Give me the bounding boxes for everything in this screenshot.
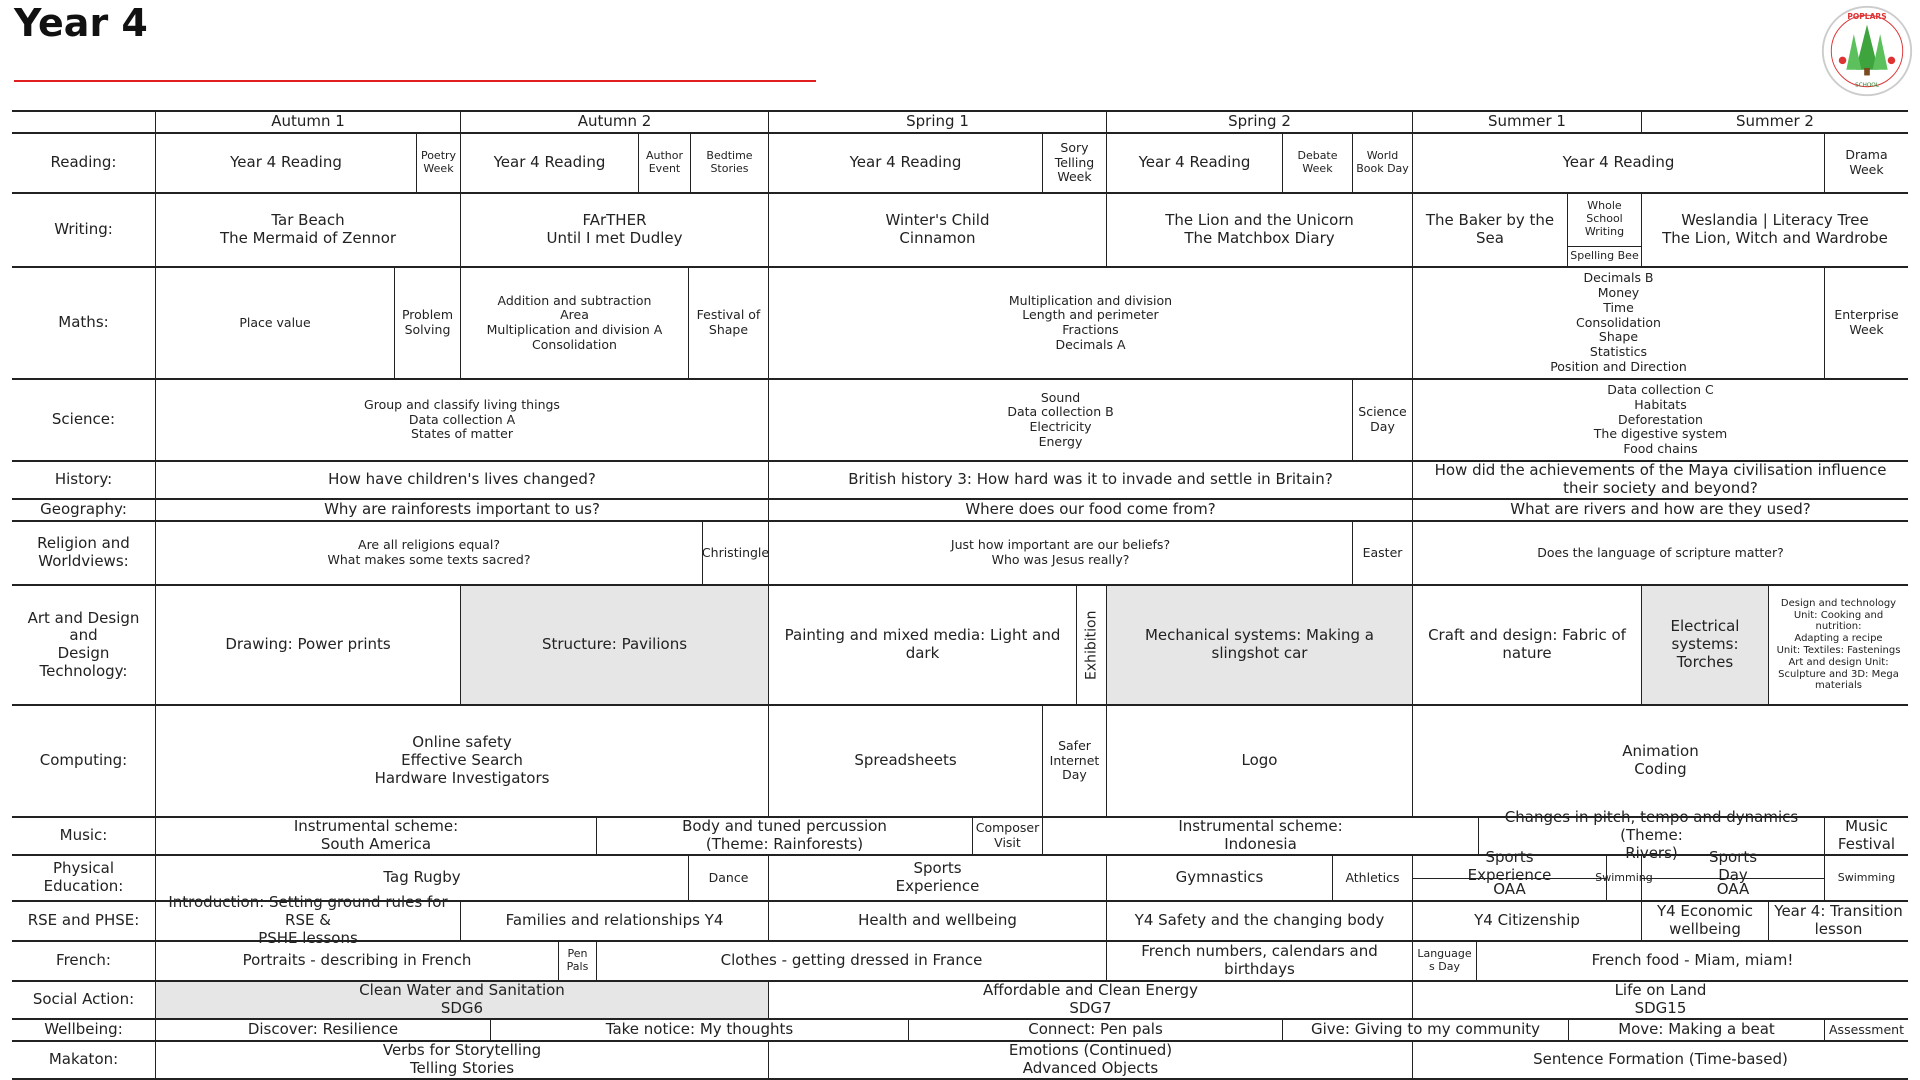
topic-cell: Language s Day [1412, 942, 1476, 980]
topic-cell: Year 4 Reading [1412, 134, 1824, 192]
subject-row [12, 586, 1908, 706]
topic-cell: How have children's lives changed? [155, 462, 768, 498]
page-title: Year 4 [14, 1, 148, 45]
corner-cell [12, 112, 155, 132]
topic-cell: Safer Internet Day [1042, 706, 1106, 816]
topic-cell: Body and tuned percussion (Theme: Rainforests) [596, 818, 972, 854]
topic-cell: Give: Giving to my community [1282, 1020, 1568, 1040]
subject-label: Writing: [54, 220, 113, 239]
topic-cell: OAA [1412, 878, 1606, 900]
topic-cell: Spelling Bee [1567, 246, 1641, 266]
topic-cell: Decimals B Money Time Consolidation Shape Statistics Position and Direction [1412, 268, 1824, 378]
topic-cell: Instrumental scheme: South America [155, 818, 596, 854]
topic-cell: Structure: Pavilions [460, 586, 768, 704]
subject-label: Science: [51, 410, 116, 429]
term-header-row [12, 110, 1908, 134]
topic-cell: Clothes - getting dressed in France [596, 942, 1106, 980]
topic-cell: Christingle [702, 522, 768, 584]
topic-cell: How did the achievements of the Maya civilisation influence their society and beyond? [1412, 462, 1908, 498]
title-underline [14, 80, 816, 82]
subject-row [12, 982, 1908, 1020]
topic-cell: Sentence Formation (Time-based) [1412, 1042, 1908, 1078]
topic-cell: Athletics [1332, 856, 1412, 900]
term-header: Autumn 2 [460, 112, 768, 132]
topic-cell: Design and technology Unit: Cooking and nutrition: Adapting a recipe Unit: Textiles: Fastenings Art and design Unit: Sculpture and 3D: Mega materials [1768, 586, 1908, 704]
subject-row [12, 268, 1908, 380]
topic-cell: Craft and design: Fabric of nature [1412, 586, 1641, 704]
topic-cell: Just how important are our beliefs? Who was Jesus really? [768, 522, 1352, 584]
subject-row [12, 522, 1908, 586]
term-header: Summer 1 [1412, 112, 1641, 132]
topic-cell: Clean Water and Sanitation SDG6 [155, 982, 768, 1018]
subject-row [12, 462, 1908, 500]
subject-label: Computing: [39, 751, 128, 770]
subject-label: History: [54, 470, 113, 489]
topic-cell: British history 3: How hard was it to invade and settle in Britain? [768, 462, 1412, 498]
subject-row [12, 380, 1908, 462]
topic-cell: The Baker by the Sea [1412, 194, 1567, 266]
topic-cell: Sports Day [1641, 856, 1824, 878]
topic-cell: Easter [1352, 522, 1412, 584]
topic-cell-vertical-text: Exhibition [1083, 610, 1100, 680]
topic-cell: Year 4 Reading [768, 134, 1042, 192]
topic-cell: Problem Solving [394, 268, 460, 378]
subject-row [12, 942, 1908, 982]
topic-cell: Emotions (Continued) Advanced Objects [768, 1042, 1412, 1078]
topic-cell: Data collection C Habitats Deforestation The digestive system Food chains [1412, 380, 1908, 460]
topic-cell: Spreadsheets [768, 706, 1042, 816]
term-header: Spring 2 [1106, 112, 1412, 132]
topic-cell: Introduction: Setting ground rules for RSE & PSHE lessons [155, 902, 460, 940]
subject-row [12, 1042, 1908, 1080]
topic-cell: Connect: Pen pals [908, 1020, 1282, 1040]
topic-cell: Take notice: My thoughts [490, 1020, 908, 1040]
topic-cell: FArTHER Until I met Dudley [460, 194, 768, 266]
topic-cell: Tag Rugby [155, 856, 688, 900]
topic-cell: Author Event [638, 134, 690, 192]
topic-cell: The Lion and the Unicorn The Matchbox Diary [1106, 194, 1412, 266]
subject-label: Makaton: [48, 1050, 119, 1069]
topic-cell: Science Day [1352, 380, 1412, 460]
subject-row [12, 134, 1908, 194]
topic-cell: Group and classify living things Data collection A States of matter [155, 380, 768, 460]
svg-text:SCHOOL: SCHOOL [1855, 82, 1879, 89]
topic-cell: Sports Experience [768, 856, 1106, 900]
subject-row [12, 893, 1908, 947]
topic-cell: Mechanical systems: Making a slingshot car [1106, 586, 1412, 704]
topic-cell: Drama Week [1824, 134, 1908, 192]
topic-cell: Year 4 Reading [460, 134, 638, 192]
topic-cell: Year 4: Transition lesson [1768, 902, 1908, 940]
topic-cell: Families and relationships Y4 [460, 902, 768, 940]
topic-cell [1076, 586, 1106, 704]
topic-cell: French numbers, calendars and birthdays [1106, 942, 1412, 980]
term-header: Autumn 1 [155, 112, 460, 132]
topic-cell: Sound Data collection B Electricity Energy [768, 380, 1352, 460]
topic-cell: World Book Day [1352, 134, 1412, 192]
topic-cell: Festival of Shape [688, 268, 768, 378]
topic-cell: Affordable and Clean Energy SDG7 [768, 982, 1412, 1018]
topic-cell: Discover: Resilience [155, 1020, 490, 1040]
term-header: Summer 2 [1641, 112, 1908, 132]
subject-row [12, 1020, 1908, 1042]
subject-label: Art and Design and Design Technology: [27, 608, 140, 680]
topic-cell: French food - Miam, miam! [1476, 942, 1908, 980]
topic-cell: Animation Coding [1412, 706, 1908, 816]
topic-cell: Move: Making a beat [1568, 1020, 1824, 1040]
topic-cell: Why are rainforests important to us? [155, 500, 768, 520]
school-logo [1820, 4, 1914, 98]
term-header: Spring 1 [768, 112, 1106, 132]
topic-cell: Electrical systems: Torches [1641, 586, 1768, 704]
subject-label: Reading: [50, 153, 117, 172]
topic-cell: Poetry Week [416, 134, 460, 192]
topic-cell: Health and wellbeing [768, 902, 1106, 940]
topic-cell: Gymnastics [1106, 856, 1332, 900]
topic-cell: Dance [688, 856, 768, 900]
topic-cell: Bedtime Stories [690, 134, 768, 192]
topic-cell: Addition and subtraction Area Multiplication and division A Consolidation [460, 268, 688, 378]
subject-row [12, 194, 1908, 268]
topic-cell: Winter's Child Cinnamon [768, 194, 1106, 266]
svg-text:POPLARS: POPLARS [1847, 12, 1887, 22]
topic-cell: Sory Telling Week [1042, 134, 1106, 192]
subject-label: Wellbeing: [44, 1020, 123, 1039]
topic-cell: Place value [155, 268, 394, 378]
subject-row [12, 500, 1908, 522]
topic-cell: Composer Visit [972, 818, 1042, 854]
topic-cell: Assessment [1824, 1020, 1908, 1040]
topic-cell: Instrumental scheme: Indonesia [1042, 818, 1478, 854]
topic-cell: Y4 Economic wellbeing [1641, 902, 1768, 940]
topic-cell: Does the language of scripture matter? [1412, 522, 1908, 584]
topic-cell: What are rivers and how are they used? [1412, 500, 1908, 520]
topic-cell: Music Festival [1824, 818, 1908, 854]
subject-row [12, 706, 1908, 818]
topic-cell: Weslandia | Literacy Tree The Lion, Witch and Wardrobe [1641, 194, 1908, 266]
topic-cell: Enterprise Week [1824, 268, 1908, 378]
topic-cell: Y4 Citizenship [1412, 902, 1641, 940]
topic-cell: OAA [1641, 878, 1824, 900]
topic-cell: Painting and mixed media: Light and dark [768, 586, 1076, 704]
topic-cell: Are all religions equal? What makes some texts sacred? [155, 522, 702, 584]
topic-cell: Verbs for Storytelling Telling Stories [155, 1042, 768, 1078]
topic-cell: Where does our food come from? [768, 500, 1412, 520]
subject-label: Social Action: [32, 990, 135, 1009]
topic-cell: Logo [1106, 706, 1412, 816]
topic-cell: Multiplication and division Length and perimeter Fractions Decimals A [768, 268, 1412, 378]
topic-cell: Swimming [1606, 856, 1641, 900]
topic-cell: Year 4 Reading [1106, 134, 1282, 192]
subject-label: Music: [59, 826, 108, 845]
subject-label: Maths: [58, 313, 109, 332]
subject-label: RSE and PHSE: [27, 911, 140, 930]
topic-cell: Sports Experience [1412, 856, 1606, 878]
topic-cell: Tar Beach The Mermaid of Zennor [155, 194, 460, 266]
topic-cell: Changes in pitch, tempo and dynamics (Theme: Rivers) [1478, 818, 1824, 854]
subject-row [12, 808, 1908, 862]
subject-label: Religion and Worldviews: [37, 534, 130, 570]
topic-cell: Year 4 Reading [155, 134, 416, 192]
curriculum-grid [12, 110, 1908, 1080]
subject-label: French: [56, 951, 111, 970]
subject-label: Geography: [40, 500, 127, 519]
topic-cell: Whole School Writing [1567, 194, 1641, 246]
topic-cell: Debate Week [1282, 134, 1352, 192]
topic-cell: Life on Land SDG15 [1412, 982, 1908, 1018]
topic-cell: Pen Pals [558, 942, 596, 980]
topic-cell: Drawing: Power prints [155, 586, 460, 704]
topic-cell: Swimming [1824, 856, 1908, 900]
topic-cell: Online safety Effective Search Hardware Investigators [155, 706, 768, 816]
topic-cell: Portraits - describing in French [155, 942, 558, 980]
topic-cell: Y4 Safety and the changing body [1106, 902, 1412, 940]
subject-label: Physical Education: [43, 859, 124, 895]
